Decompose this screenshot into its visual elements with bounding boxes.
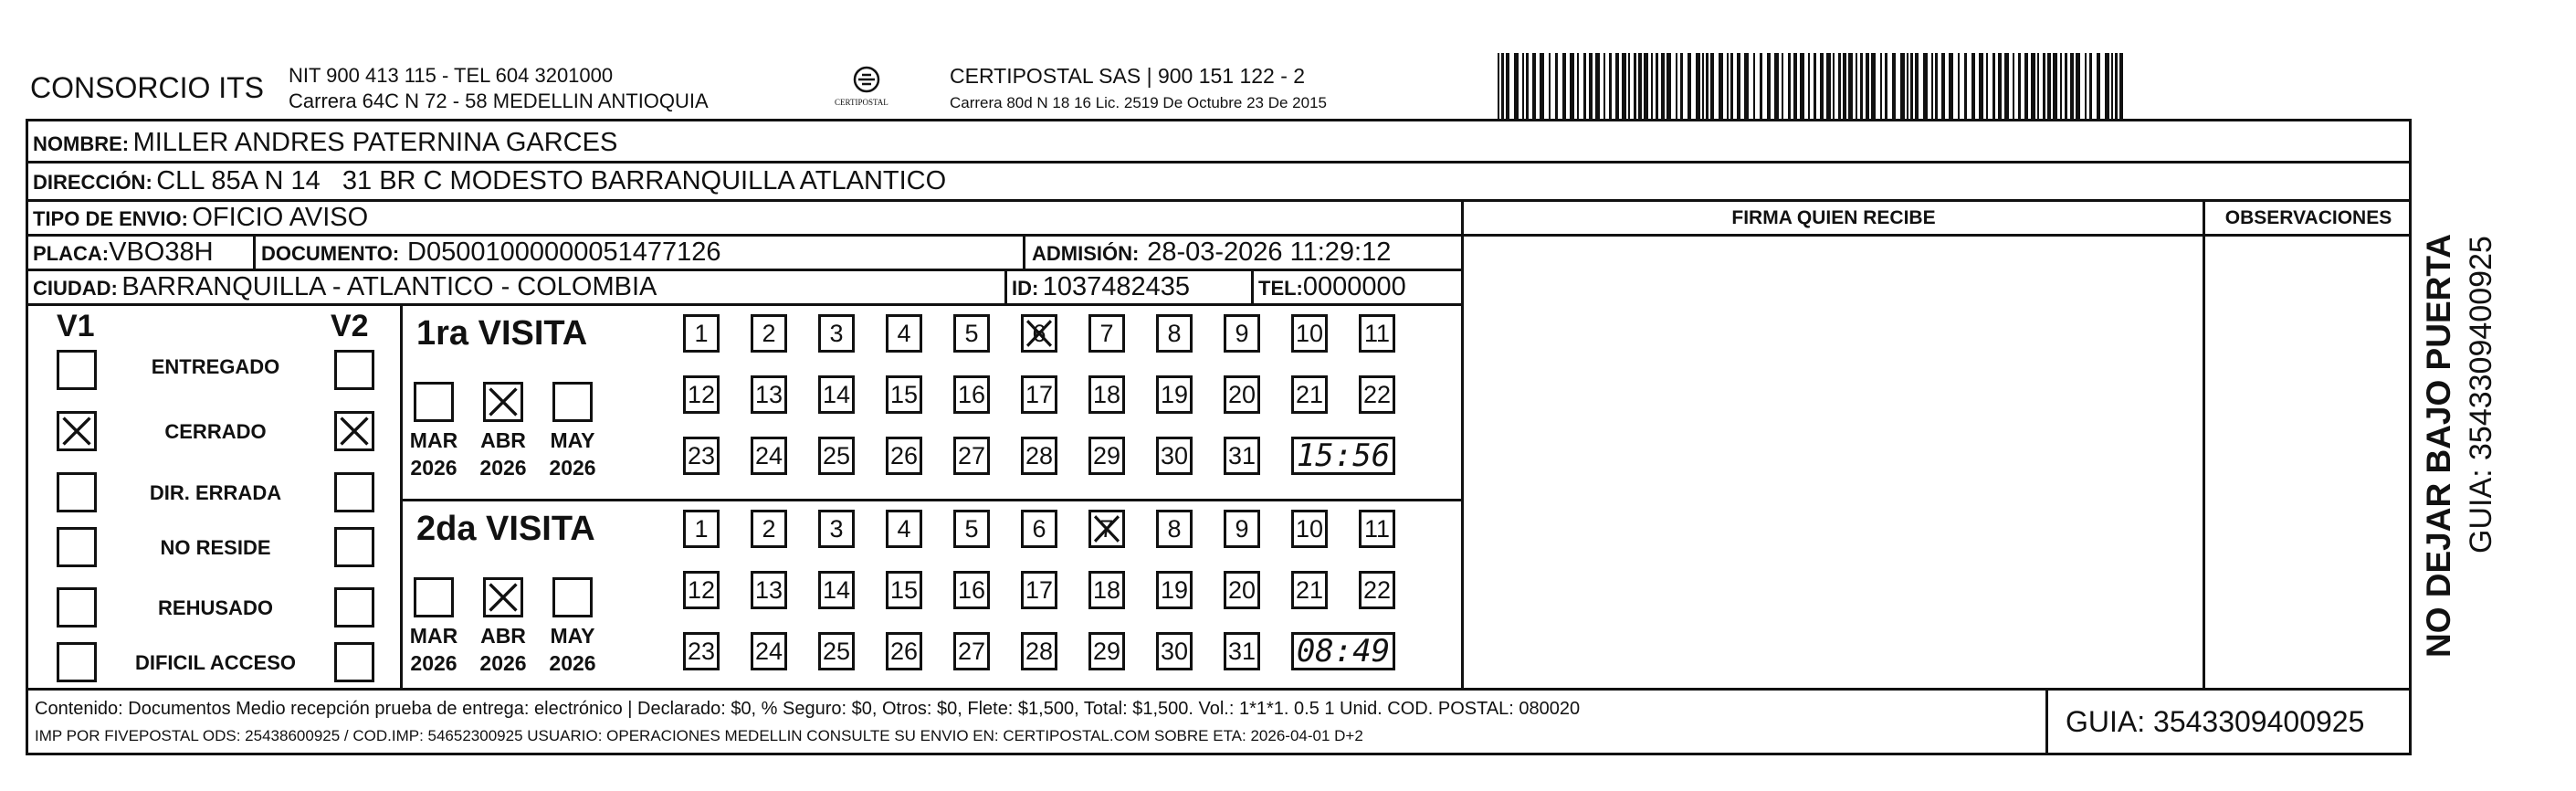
footer-imp: IMP POR FIVEPOSTAL ODS: 25438600925 / COD.IMP: 54652300925 USUARIO: OPERACIONES MEDELLIN CONSULTE SU ENVIO EN: CERTIPOSTAL.COM SOBRE ETA: 2026-04-01 D+2 — [35, 727, 1363, 744]
sender-company: CONSORCIO ITS — [30, 71, 265, 104]
day-box[interactable]: 29 — [1088, 437, 1125, 475]
day-checkmark — [1091, 512, 1122, 545]
day-box[interactable]: 14 — [818, 375, 855, 414]
year-label: 2026 — [479, 651, 527, 675]
day-box[interactable]: 5 — [953, 314, 990, 353]
day-box[interactable]: 16 — [953, 571, 990, 609]
day-box[interactable]: 31 — [1224, 632, 1260, 670]
direccion-value: CLL 85A N 14 31 BR C MODESTO BARRANQUILLA ATLANTICO — [156, 166, 947, 195]
day-box[interactable]: 16 — [953, 375, 990, 414]
v2-checkbox[interactable] — [334, 350, 374, 390]
month-label: MAR — [409, 624, 458, 648]
day-box[interactable]: 8 — [1156, 510, 1193, 548]
day-box[interactable]: 22 — [1359, 571, 1395, 609]
visit-time-box[interactable]: 15:56 — [1291, 437, 1395, 475]
visit-title: 2da VISITA — [416, 510, 595, 548]
day-box[interactable]: 25 — [818, 632, 855, 670]
day-box[interactable]: 29 — [1088, 632, 1125, 670]
v1-checkbox[interactable] — [57, 527, 97, 567]
month-checkbox[interactable] — [414, 577, 454, 617]
day-box[interactable]: 17 — [1021, 375, 1057, 414]
v1-checkbox[interactable] — [57, 472, 97, 512]
placa-label: PLACA: — [33, 242, 110, 265]
tel-value: 0000000 — [1302, 272, 1406, 301]
month-label: MAR — [409, 428, 458, 452]
day-box[interactable]: 8 — [1156, 314, 1193, 353]
tipo-envio-value: OFICIO AVISO — [192, 203, 369, 232]
month-checkbox[interactable] — [483, 382, 523, 422]
day-box[interactable]: 9 — [1224, 314, 1260, 353]
nombre-label: NOMBRE: — [33, 132, 130, 155]
day-box[interactable]: 24 — [751, 437, 787, 475]
tel-label: TEL: — [1258, 277, 1303, 300]
day-checkmark — [1024, 317, 1055, 350]
day-box[interactable]: 26 — [886, 632, 922, 670]
day-box[interactable]: 12 — [683, 571, 720, 609]
day-box[interactable]: 31 — [1224, 437, 1260, 475]
day-box[interactable]: 24 — [751, 632, 787, 670]
sender-nit: NIT 900 413 115 - TEL 604 3201000 — [289, 64, 614, 87]
year-label: 2026 — [479, 456, 527, 480]
v1-checkbox[interactable] — [57, 411, 97, 451]
day-box[interactable]: 19 — [1156, 375, 1193, 414]
day-box[interactable]: 4 — [886, 510, 922, 548]
day-box[interactable]: 7 — [1088, 314, 1125, 353]
day-box[interactable]: 26 — [886, 437, 922, 475]
day-box[interactable]: 20 — [1224, 571, 1260, 609]
day-box[interactable]: 27 — [953, 632, 990, 670]
day-box[interactable]: 21 — [1291, 375, 1328, 414]
day-box[interactable]: 11 — [1359, 510, 1395, 548]
year-label: 2026 — [410, 456, 457, 480]
firma-header: FIRMA QUIEN RECIBE — [1731, 207, 1936, 228]
day-box[interactable]: 27 — [953, 437, 990, 475]
day-box[interactable]: 3 — [818, 510, 855, 548]
day-box[interactable]: 6 — [1021, 314, 1057, 353]
footer-contenido: Contenido: Documentos Medio recepción prueba de entrega: electrónico | Declarado: $0, % Seguro: $0, Otros: $0, Flete: $1,500, Total: $1,500. Vol.: 1*1*1. 0.5 1 Unid. COD. POSTAL: 080020 — [35, 699, 1581, 719]
nombre-value: MILLER ANDRES PATERNINA GARCES — [132, 128, 618, 157]
day-box[interactable]: 17 — [1021, 571, 1057, 609]
day-box[interactable]: 30 — [1156, 437, 1193, 475]
day-box[interactable]: 21 — [1291, 571, 1328, 609]
day-box[interactable]: 3 — [818, 314, 855, 353]
visit-title: 1ra VISITA — [416, 314, 588, 353]
v2-checkbox[interactable] — [334, 587, 374, 628]
v1-checkbox[interactable] — [57, 642, 97, 682]
admision-label: ADMISIÓN: — [1032, 242, 1140, 265]
day-box[interactable]: 18 — [1088, 571, 1125, 609]
v1-checkbox[interactable] — [57, 350, 97, 390]
day-box[interactable]: 18 — [1088, 375, 1125, 414]
month-checkbox[interactable] — [552, 382, 593, 422]
v2-checkbox[interactable] — [334, 411, 374, 451]
day-box[interactable]: 13 — [751, 571, 787, 609]
year-label: 2026 — [549, 651, 596, 675]
day-box[interactable]: 6 — [1021, 510, 1057, 548]
day-box[interactable]: 11 — [1359, 314, 1395, 353]
day-box[interactable]: 2 — [751, 510, 787, 548]
day-box[interactable]: 14 — [818, 571, 855, 609]
direccion-label: DIRECCIÓN: — [33, 171, 152, 194]
day-box[interactable]: 30 — [1156, 632, 1193, 670]
day-box[interactable]: 1 — [683, 314, 720, 353]
sender-address: Carrera 64C N 72 - 58 MEDELLIN ANTIOQUIA — [289, 90, 709, 112]
status-label: REHUSADO — [158, 596, 273, 619]
day-box[interactable]: 4 — [886, 314, 922, 353]
side-warning: NO DEJAR BAJO PUERTA — [2420, 234, 2457, 658]
month-checkbox[interactable] — [483, 577, 523, 617]
courier-license: Carrera 80d N 18 16 Lic. 2519 De Octubre 23 De 2015 — [950, 94, 1327, 111]
day-box[interactable]: 7 — [1088, 510, 1125, 548]
barcode — [1498, 53, 2129, 119]
footer-guia: GUIA: 3543309400925 — [2066, 705, 2365, 738]
status-label: CERRADO — [164, 420, 267, 443]
day-box[interactable]: 25 — [818, 437, 855, 475]
courier-name: CERTIPOSTAL SAS | 900 151 122 - 2 — [950, 64, 1306, 88]
v2-checkbox[interactable] — [334, 472, 374, 512]
month-checkbox[interactable] — [552, 577, 593, 617]
side-guia: GUIA: 3543309400925 — [2464, 236, 2498, 554]
day-box[interactable]: 19 — [1156, 571, 1193, 609]
ciudad-value: BARRANQUILLA - ATLANTICO - COLOMBIA — [121, 272, 657, 301]
day-box[interactable]: 10 — [1291, 510, 1328, 548]
day-box[interactable]: 28 — [1021, 437, 1057, 475]
month-label: MAY — [550, 624, 595, 648]
month-label: MAY — [550, 428, 595, 452]
v1-checkbox[interactable] — [57, 587, 97, 628]
day-box[interactable]: 13 — [751, 375, 787, 414]
day-box[interactable]: 5 — [953, 510, 990, 548]
day-box[interactable]: 23 — [683, 437, 720, 475]
day-box[interactable]: 9 — [1224, 510, 1260, 548]
v2-checkbox[interactable] — [334, 527, 374, 567]
status-label: ENTREGADO — [151, 355, 280, 378]
documento-value: D05001000000051477126 — [407, 237, 721, 267]
day-box[interactable]: 15 — [886, 375, 922, 414]
id-value: 1037482435 — [1042, 272, 1191, 301]
ciudad-label: CIUDAD: — [33, 277, 118, 300]
v2-checkbox[interactable] — [334, 642, 374, 682]
id-label: ID: — [1012, 277, 1039, 300]
admision-value: 28-03-2026 11:29:12 — [1147, 237, 1392, 267]
placa-value: VBO38H — [109, 237, 214, 267]
month-label: ABR — [480, 428, 526, 452]
visit-time-box[interactable]: 08:49 — [1291, 632, 1395, 670]
v2-label: V2 — [331, 309, 369, 343]
day-box[interactable]: 2 — [751, 314, 787, 353]
v1-label: V1 — [57, 309, 95, 343]
observaciones-header: OBSERVACIONES — [2224, 207, 2392, 228]
day-box[interactable]: 1 — [683, 510, 720, 548]
year-label: 2026 — [410, 651, 457, 675]
day-box[interactable]: 15 — [886, 571, 922, 609]
status-label: DIFICIL ACCESO — [134, 651, 296, 674]
year-label: 2026 — [549, 456, 596, 480]
day-box[interactable]: 28 — [1021, 632, 1057, 670]
status-label: NO RESIDE — [160, 536, 271, 559]
day-box[interactable]: 22 — [1359, 375, 1395, 414]
status-label: DIR. ERRADA — [149, 481, 282, 504]
courier-logo-text: CERTIPOSTAL — [835, 98, 888, 107]
month-checkbox[interactable] — [414, 382, 454, 422]
day-box[interactable]: 23 — [683, 632, 720, 670]
day-box[interactable]: 12 — [683, 375, 720, 414]
documento-label: DOCUMENTO: — [261, 242, 400, 265]
month-label: ABR — [480, 624, 526, 648]
tipo-envio-label: TIPO DE ENVIO: — [33, 207, 188, 230]
day-box[interactable]: 10 — [1291, 314, 1328, 353]
day-box[interactable]: 20 — [1224, 375, 1260, 414]
